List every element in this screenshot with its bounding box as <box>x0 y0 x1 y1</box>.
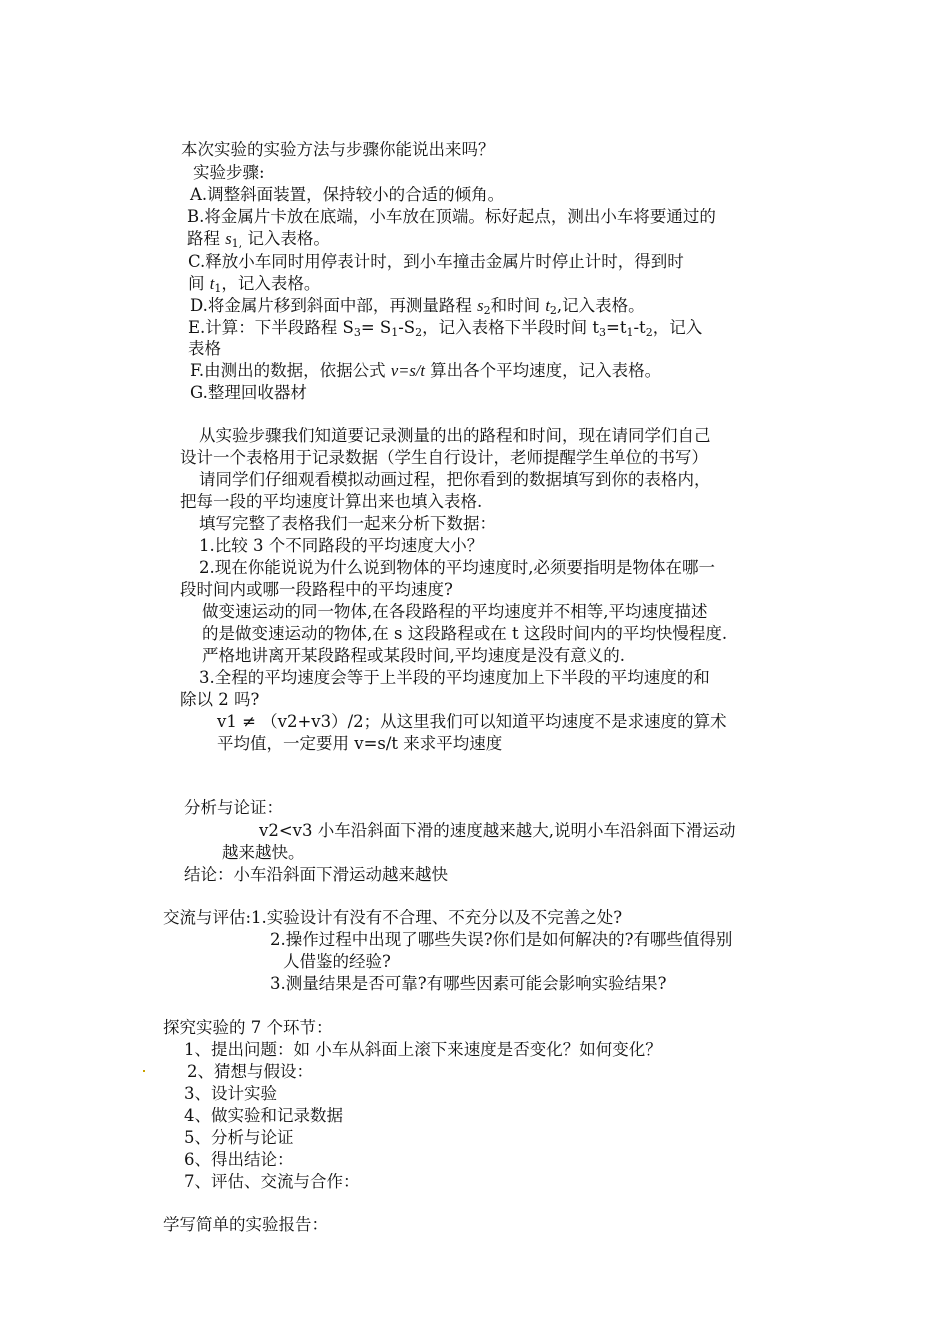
answer-2-line2: 的是做变速运动的物体,在 s 这段路程或在 t 这段时间内的平均快慢程度. <box>202 624 728 643</box>
seven-step-5: 5、分析与论证 <box>184 1128 294 1147</box>
analysis-line2: 越来越快。 <box>222 843 305 862</box>
answer-2-line1: 做变速运动的同一物体,在各段路程的平均速度并不相等,平均速度描述 <box>202 602 708 621</box>
steps-heading: 实验步骤: <box>193 163 265 182</box>
question-2-line2: 段时间内或哪一段路程中的平均速度? <box>180 580 453 599</box>
evaluation-line2: 2.操作过程中出现了哪些失误?你们是如何解决的?有哪些值得别 <box>270 930 733 949</box>
report-heading: 学写简单的实验报告： <box>163 1215 328 1234</box>
question-3-line2: 除以 2 吗? <box>180 690 260 709</box>
evaluation-line4: 3.测量结果是否可靠?有哪些因素可能会影响实验结果? <box>270 974 667 993</box>
seven-step-2: 2、猜想与假设： <box>187 1062 313 1081</box>
seven-step-3: 3、设计实验 <box>184 1084 277 1103</box>
step-c-line2: 间 $t_1$，记入表格。 <box>188 274 321 295</box>
evaluation-line3: 人借鉴的经验? <box>283 952 391 971</box>
seven-step-6: 6、得出结论： <box>184 1150 294 1169</box>
step-b-line2: 路程 $s_{1,}$ 记入表格。 <box>187 229 330 250</box>
seven-step-1: 1、提出问题：如 小车从斜面上滚下来速度是否变化？如何变化？ <box>184 1040 662 1059</box>
question-2-line1: 2.现在你能说说为什么说到物体的平均速度时,必须要指明是物体在哪一 <box>199 558 715 577</box>
question-3-line1: 3.全程的平均速度会等于上半段的平均速度加上下半段的平均速度的和 <box>199 668 710 687</box>
seven-step-7: 7、评估、交流与合作： <box>184 1172 360 1191</box>
paragraph-record-line2: 设计一个表格用于记录数据（学生自行设计，老师提醒学生单位的书写） <box>180 448 708 467</box>
paragraph-record-line1: 从实验步骤我们知道要记录测量的出的路程和时间，现在请同学们自己 <box>199 426 711 445</box>
paragraph-watch-line2: 把每一段的平均速度计算出来也填入表格. <box>180 492 483 511</box>
step-b-line1: B.将金属片卡放在底端，小车放在顶端。标好起点，测出小车将要通过的 <box>187 207 716 226</box>
step-e-line2: 表格 <box>188 339 221 358</box>
question-1: 1.比较 3 个不同路段的平均速度大小？ <box>199 536 484 555</box>
answer-2-line3: 严格地讲离开某段路程或某段时间,平均速度是没有意义的. <box>202 646 625 665</box>
answer-3-line1: v1 ≠ （v2+v3）/2；从这里我们可以知道平均速度不是求速度的算术 <box>217 712 727 731</box>
evaluation-line1: 交流与评估:1.实验设计有没有不合理、不充分以及不完善之处? <box>163 908 623 927</box>
step-a: A.调整斜面装置，保持较小的合适的倾角。 <box>190 185 505 204</box>
step-f: F.由测出的数据，依据公式 v=s/t 算出各个平均速度，记入表格。 <box>190 361 662 380</box>
step-g: G.整理回收器材 <box>190 383 307 402</box>
intro-question: 本次实验的实验方法与步骤你能说出来吗？ <box>181 140 495 159</box>
stray-mark <box>143 1070 145 1072</box>
answer-3-line2: 平均值，一定要用 v=s/t 来求平均速度 <box>217 734 503 753</box>
analysis-line1: v2<v3 小车沿斜面下滑的速度越来越大,说明小车沿斜面下滑运动 <box>259 821 736 840</box>
seven-step-4: 4、做实验和记录数据 <box>184 1106 343 1125</box>
analysis-heading: 分析与论证： <box>184 798 283 817</box>
step-d: D.将金属片移到斜面中部，再测量路程 $s_2$和时间 $t_2$,记入表格。 <box>190 296 645 317</box>
seven-steps-heading: 探究实验的 7 个环节： <box>163 1018 333 1037</box>
step-e-line1: E.计算：下半段路程 $S_3= S_1-S_2$，记入表格下半段时间 $t_3=t_1-t_2$，记入 <box>188 318 703 339</box>
step-c-line1: C.释放小车同时用停表计时，到小车撞击金属片时停止计时，得到时 <box>188 252 684 271</box>
conclusion: 结论：小车沿斜面下滑运动越来越快 <box>184 865 448 884</box>
paragraph-watch-line1: 请同学们仔细观看模拟动画过程，把你看到的数据填写到你的表格内， <box>199 470 711 489</box>
paragraph-analyze: 填写完整了表格我们一起来分析下数据： <box>199 514 496 533</box>
